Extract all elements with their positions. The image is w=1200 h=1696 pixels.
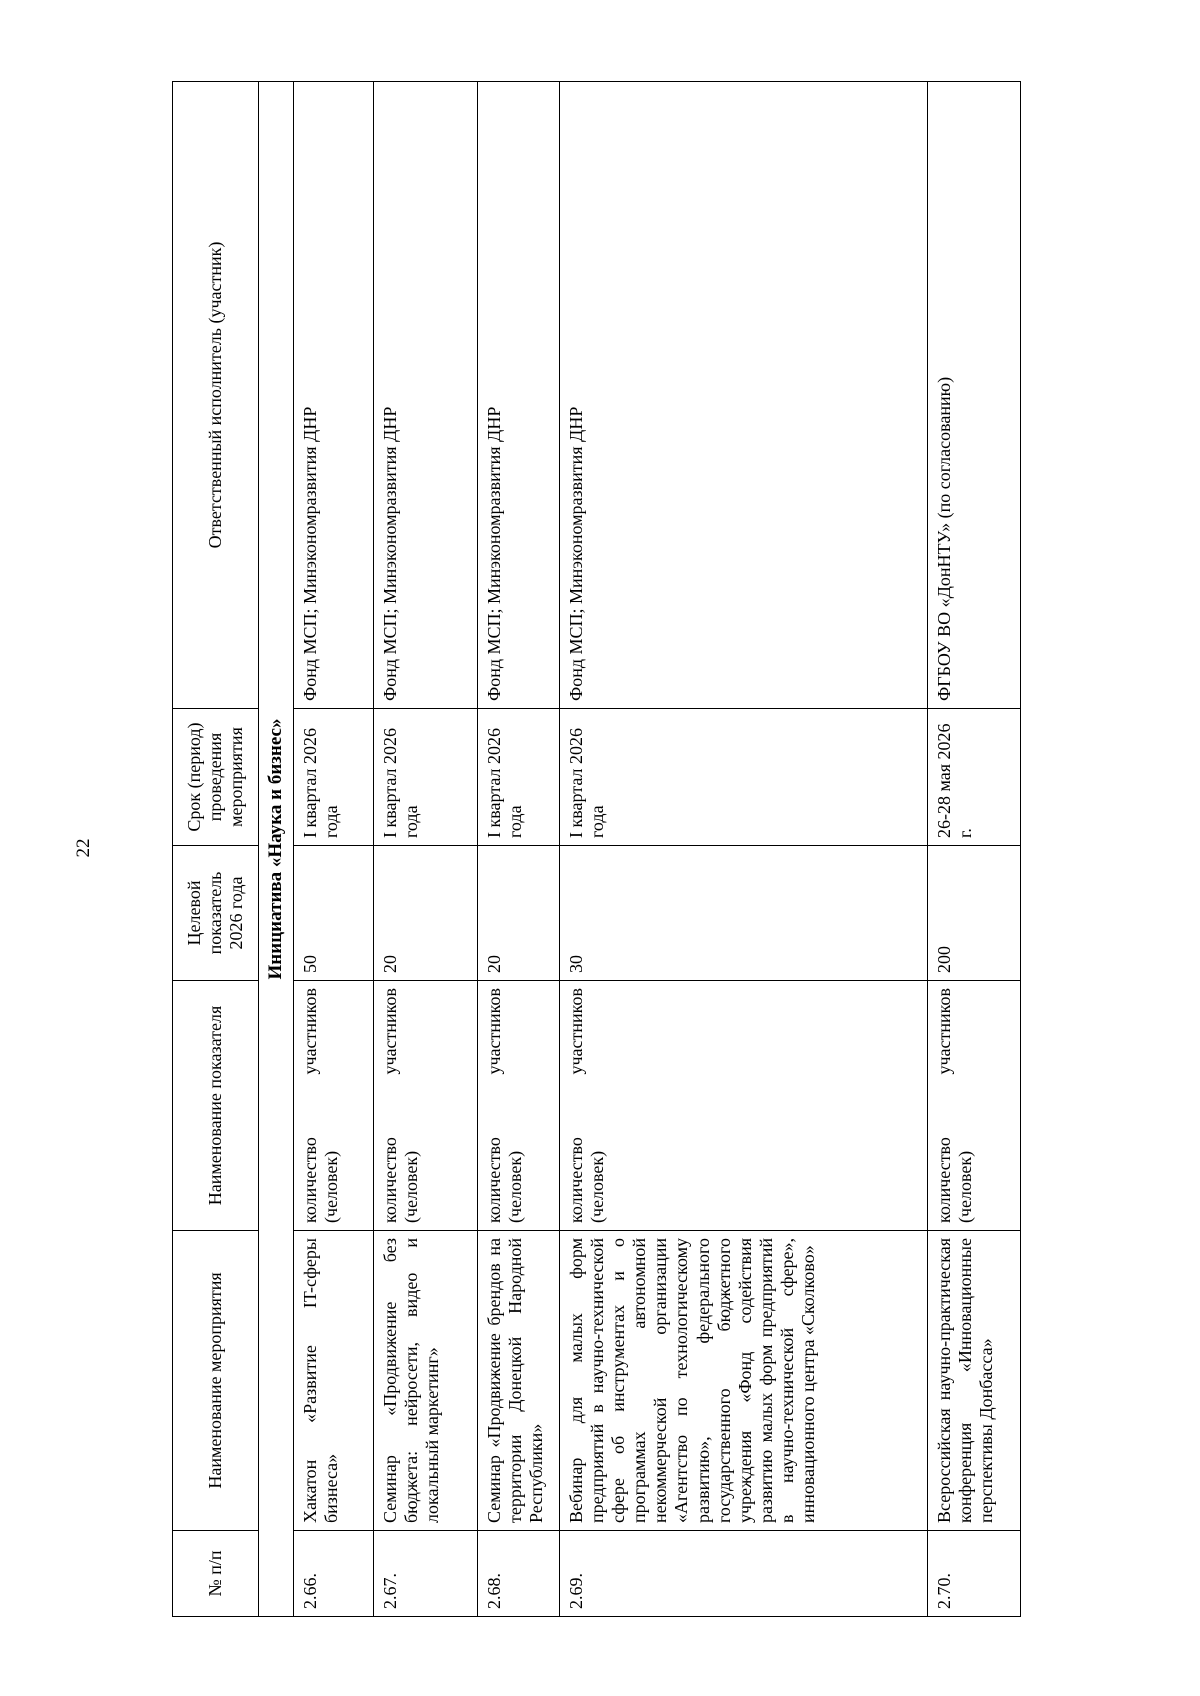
row-target: 50 (294, 846, 374, 981)
row-executor: Фонд МСП; Минэкономразвития ДНР (478, 82, 560, 709)
row-period: I квартал 2026 года (374, 709, 478, 846)
table-row (374, 82, 478, 1617)
row-period: I квартал 2026 года (478, 709, 560, 846)
table-row (928, 82, 1021, 1617)
row-event: Вебинар для малых форм предприятий в научно-технической сфере об инструментах и о программах автономной некоммерческой организации «Агентство по технологическому развитию», федерального государственного бюджетного учреждения «Фонд содействия развитию малых форм предприятий в научно-технической сфере», инновационного центра «Сколково» (560, 1231, 928, 1531)
page-number: 22 (73, 838, 94, 858)
row-target: 200 (928, 846, 1021, 981)
initiative-title: Инициатива «Наука и бизнес» (259, 82, 294, 1617)
header-num: № п/п (173, 1531, 259, 1617)
header-executor: Ответственный исполнитель (участник) (173, 82, 259, 709)
row-target: 20 (478, 846, 560, 981)
row-indicator: количество участников (человек) (294, 981, 374, 1231)
row-indicator: количество участников (человек) (478, 981, 560, 1231)
row-executor: ФГБОУ ВО «ДонНТУ» (по согласованию) (928, 82, 1021, 709)
row-event: Семинар «Продвижение брендов на территории Донецкой Народной Республики» (478, 1231, 560, 1531)
row-event: Хакатон «Развитие IT-сферы бизнеса» (294, 1231, 374, 1531)
row-target: 20 (374, 846, 478, 981)
row-executor: Фонд МСП; Минэкономразвития ДНР (560, 82, 928, 709)
table-header-row (173, 82, 259, 1617)
initiative-row (259, 82, 294, 1617)
row-num: 2.70. (928, 1531, 1021, 1617)
row-executor: Фонд МСП; Минэкономразвития ДНР (374, 82, 478, 709)
table-row (478, 82, 560, 1617)
header-period: Срок (период) проведения мероприятия (173, 709, 259, 846)
row-indicator: количество участников (человек) (560, 981, 928, 1231)
rotated-table-container (172, 82, 1046, 1617)
row-period: I квартал 2026 года (560, 709, 928, 846)
row-num: 2.68. (478, 1531, 560, 1617)
row-indicator: количество участников (человек) (374, 981, 478, 1231)
row-executor: Фонд МСП; Минэкономразвития ДНР (294, 82, 374, 709)
header-indicator: Наименование показателя (173, 981, 259, 1231)
row-period: I квартал 2026 года (294, 709, 374, 846)
row-num: 2.69. (560, 1531, 928, 1617)
events-table (172, 81, 1021, 1617)
row-period: 26-28 мая 2026 г. (928, 709, 1021, 846)
header-event: Наименование мероприятия (173, 1231, 259, 1531)
row-indicator: количество участников (человек) (928, 981, 1021, 1231)
row-num: 2.66. (294, 1531, 374, 1617)
header-target: Целевой показатель 2026 года (173, 846, 259, 981)
table-row (294, 82, 374, 1617)
row-event: Всероссийская научно-практическая конференция «Инновационные перспективы Донбасса» (928, 1231, 1021, 1531)
row-target: 30 (560, 846, 928, 981)
row-event: Семинар «Продвижение без бюджета: нейросети, видео и локальный маркетинг» (374, 1231, 478, 1531)
table-row (560, 82, 928, 1617)
row-num: 2.67. (374, 1531, 478, 1617)
